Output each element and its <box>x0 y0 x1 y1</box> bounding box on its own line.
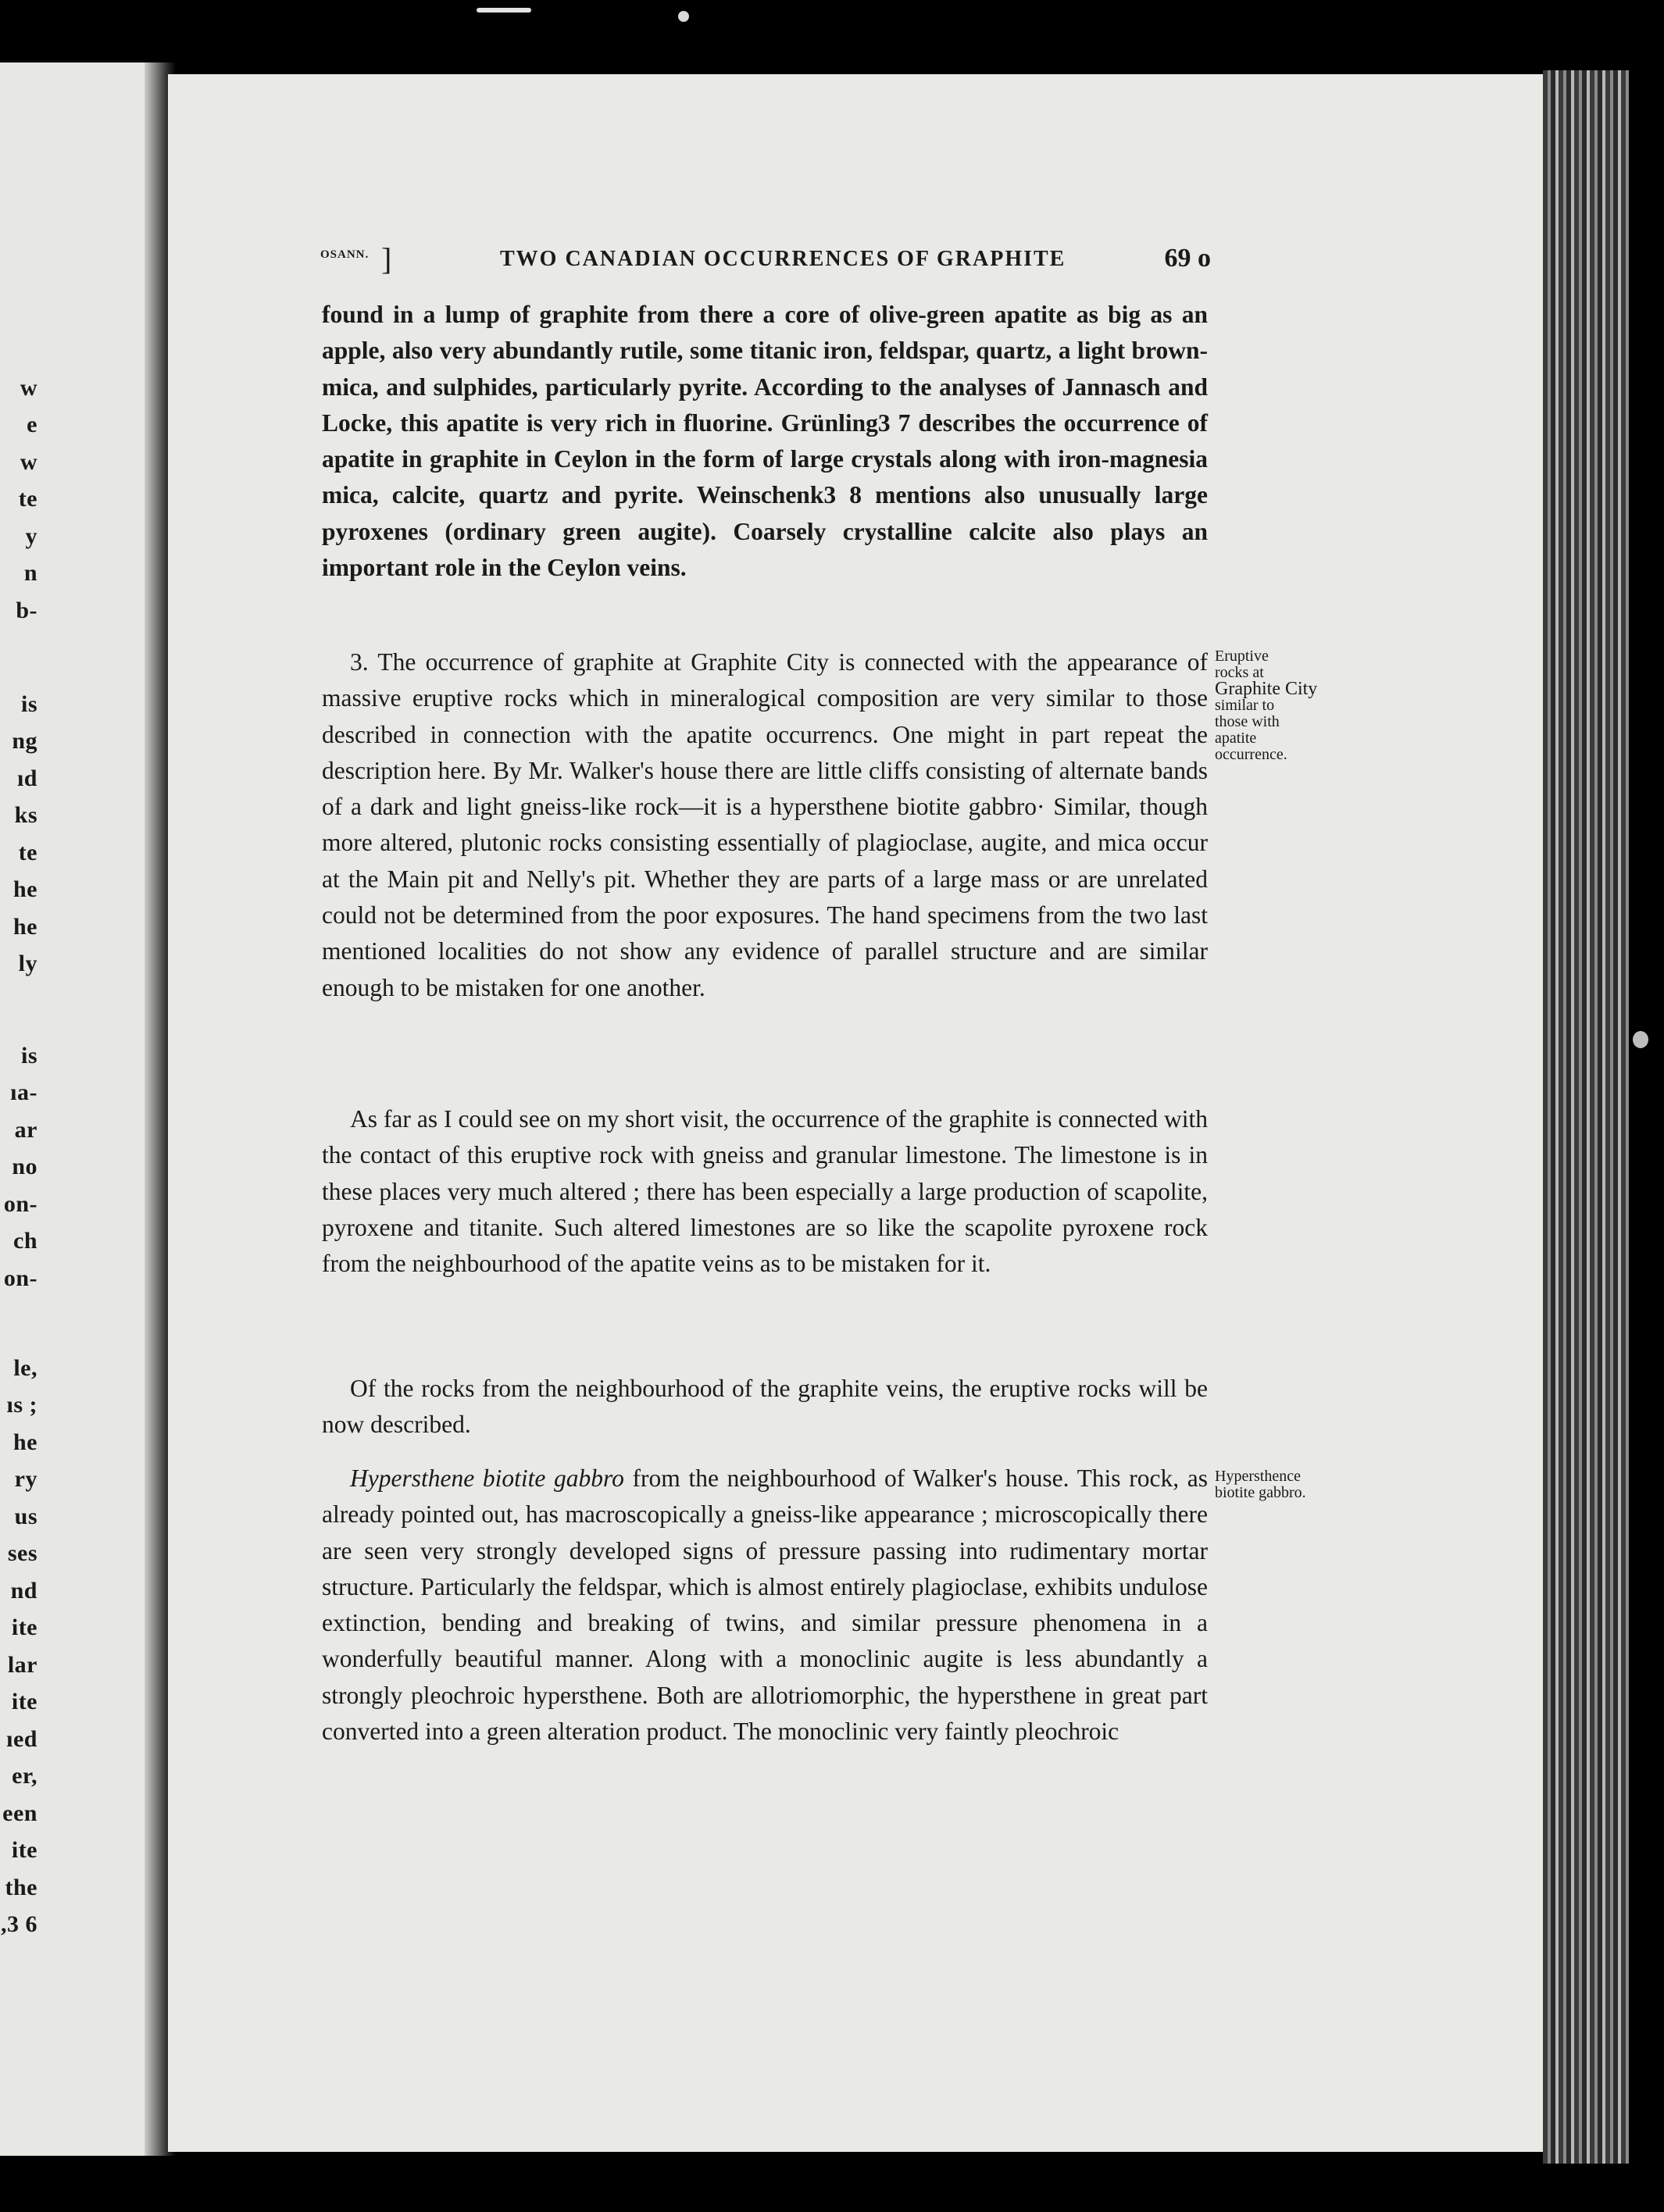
left-page-fragment: ar <box>14 1117 37 1143</box>
sidenote-line: similar to <box>1215 697 1275 714</box>
left-page-fragment: ite <box>11 1837 37 1863</box>
sidenote-hypersthene <box>1215 1468 1379 1501</box>
left-page-fragment: ıd <box>16 765 37 791</box>
left-page-fragment: ite <box>11 1689 37 1714</box>
left-page-fragment: ng <box>12 728 37 754</box>
left-page-fragment: te <box>18 486 37 512</box>
left-page-fragment: ks <box>14 802 37 828</box>
left-page-fragment: is <box>20 1043 37 1069</box>
left-page-fragment: no <box>12 1154 37 1179</box>
sidenote-line: apatite <box>1215 730 1257 747</box>
left-page-fragment: w <box>20 375 37 401</box>
left-page-fragment: nd <box>10 1578 37 1604</box>
sidenote-line: Eruptive <box>1215 648 1269 665</box>
left-page-fragment: n <box>23 560 37 586</box>
left-page-fragment: is <box>20 691 37 717</box>
left-page-fragment: w <box>20 449 37 475</box>
sidenote-line: Graphite City <box>1215 679 1318 699</box>
left-page-fragment: een <box>2 1800 37 1826</box>
left-page-fragment: ly <box>18 951 37 976</box>
sidenote-eruptive-rocks <box>1215 648 1379 763</box>
left-page-fragment: le, <box>13 1355 37 1381</box>
sidenote-line: rocks at <box>1215 664 1264 681</box>
left-page-fragment: on- <box>3 1191 37 1217</box>
paragraph-graphite-city: 3. The occurrence of graphite at Graphite City is connected with the appearance of massive eruptive rocks which in mineralogical composition are very similar to those described in connection with the apatite occurrencs. One might in part repeat the description here. By Mr. Walker's house there are little cliffs consisting of alternate bands of a dark and light gneiss-like rock—it is a hypersthene biotite gabbro· Similar, though more altered, plutonic rocks consisting essentially of plagioclase, augite, and mica occur at the Main pit and Nelly's pit. Whether they are parts of a large mass or are unrelated could not be determined from the poor exposures. The hand specimens from the two last mentioned localities do not show any evidence of parallel structure and are similar enough to be mistaken for one another. <box>322 648 1208 1001</box>
paragraph-contact: As far as I could see on my short visit, the occurrence of the graphite is connected with the contact of this eruptive rock with gneiss and granular limestone. The limestone is in these places very much altered ; there has been especially a large production of scapolite, pyroxene and titanite. Such altered limestones are so like the scapolite pyroxene rock from the neighbourhood of the apatite veins as to be mistaken for it. <box>322 1105 1208 1278</box>
sidenote-line: occurrence. <box>1215 746 1287 763</box>
scan-speck <box>1633 1031 1648 1048</box>
gabbro-text: from the neighbourhood of Walker's house. This rock, as already pointed out, has macroscopically a gneiss-like appearance ; microscopically there are seen very strongly developed signs of pressure passing into rudimentary mortar structure. Particularly the feldspar, which is almost entirely plagioclase, exhibits undulose extinction, bending and breaking of twins, and similar pressure phenomena in a wonderfully beautiful manner. Along with a monoclinic augite is less abundantly a strongly pleochroic hypersthene. Both are allotriomorphic, the hypersthene in great part converted into a green alteration product. The monoclinic very faintly pleochroic <box>322 1465 1208 1746</box>
left-page-fragment: b- <box>16 598 37 623</box>
left-page-fragment: ,3 6 <box>1 1911 37 1937</box>
header-author-ref: OSANN. <box>320 248 370 261</box>
left-page-fragment: the <box>5 1875 37 1900</box>
left-page-fragment: ıed <box>6 1726 37 1752</box>
left-page-fragment: he <box>13 876 37 902</box>
paragraph-continued: found in a lump of graphite from there a core of olive-green apatite as big as an apple, also very abundantly rutile, some titanic iron, feldspar, quartz, a light brown-mica, and sulphides, particularly pyrite. According to the analyses of Jannasch and Locke, this apatite is very rich in fluorine. Grünling3 7 describes the occurrence of apatite in graphite in Ceylon in the form of large crystals along with iron-magnesia mica, calcite, quartz and pyrite. Weinschenk3 8 mentions also unusually large pyroxenes (ordinary green augite). Coarsely crystalline calcite also plays an important role in the Ceylon veins. <box>322 301 1208 582</box>
header-bracket: ] <box>381 241 392 276</box>
sidenote-line: Hypersthence <box>1215 1468 1301 1485</box>
gabbro-italic-term: Hypersthene biotite gabbro <box>350 1465 624 1492</box>
left-page-fragment: y <box>25 523 37 549</box>
left-page-fragment: e <box>27 412 37 437</box>
header-title: TWO CANADIAN OCCURRENCES OF GRAPHITE <box>500 247 1066 271</box>
left-page-fragment: er, <box>12 1763 37 1789</box>
left-page-fragment: he <box>13 914 37 940</box>
left-page-fragment: he <box>13 1429 37 1455</box>
left-page-fragment: us <box>14 1504 37 1529</box>
sidenote-line: biotite gabbro. <box>1215 1484 1306 1501</box>
scan-speck <box>477 8 531 12</box>
sidenote-line: those with <box>1215 713 1280 730</box>
left-page-fragment: ses <box>7 1540 37 1566</box>
left-page-fragment: ch <box>13 1228 37 1254</box>
left-page-fragment: ry <box>14 1466 37 1492</box>
scan-speck <box>678 11 689 22</box>
running-header <box>320 241 1211 276</box>
left-page-fragment: ıa- <box>10 1079 37 1105</box>
left-page-fragment: lar <box>7 1652 37 1678</box>
paragraph-eruptive-intro: Of the rocks from the neighbourhood of the graphite veins, the eruptive rocks will be now described. <box>322 1375 1208 1439</box>
left-page-fragment: ite <box>11 1614 37 1640</box>
page-edges <box>1543 70 1629 2164</box>
page-number: 69 o <box>1164 244 1211 273</box>
paragraph-gabbro <box>322 1461 1208 1750</box>
left-page-fragment: ıs ; <box>6 1392 37 1418</box>
left-page-fragment: on- <box>3 1265 37 1291</box>
left-page-fragment: te <box>18 840 37 865</box>
